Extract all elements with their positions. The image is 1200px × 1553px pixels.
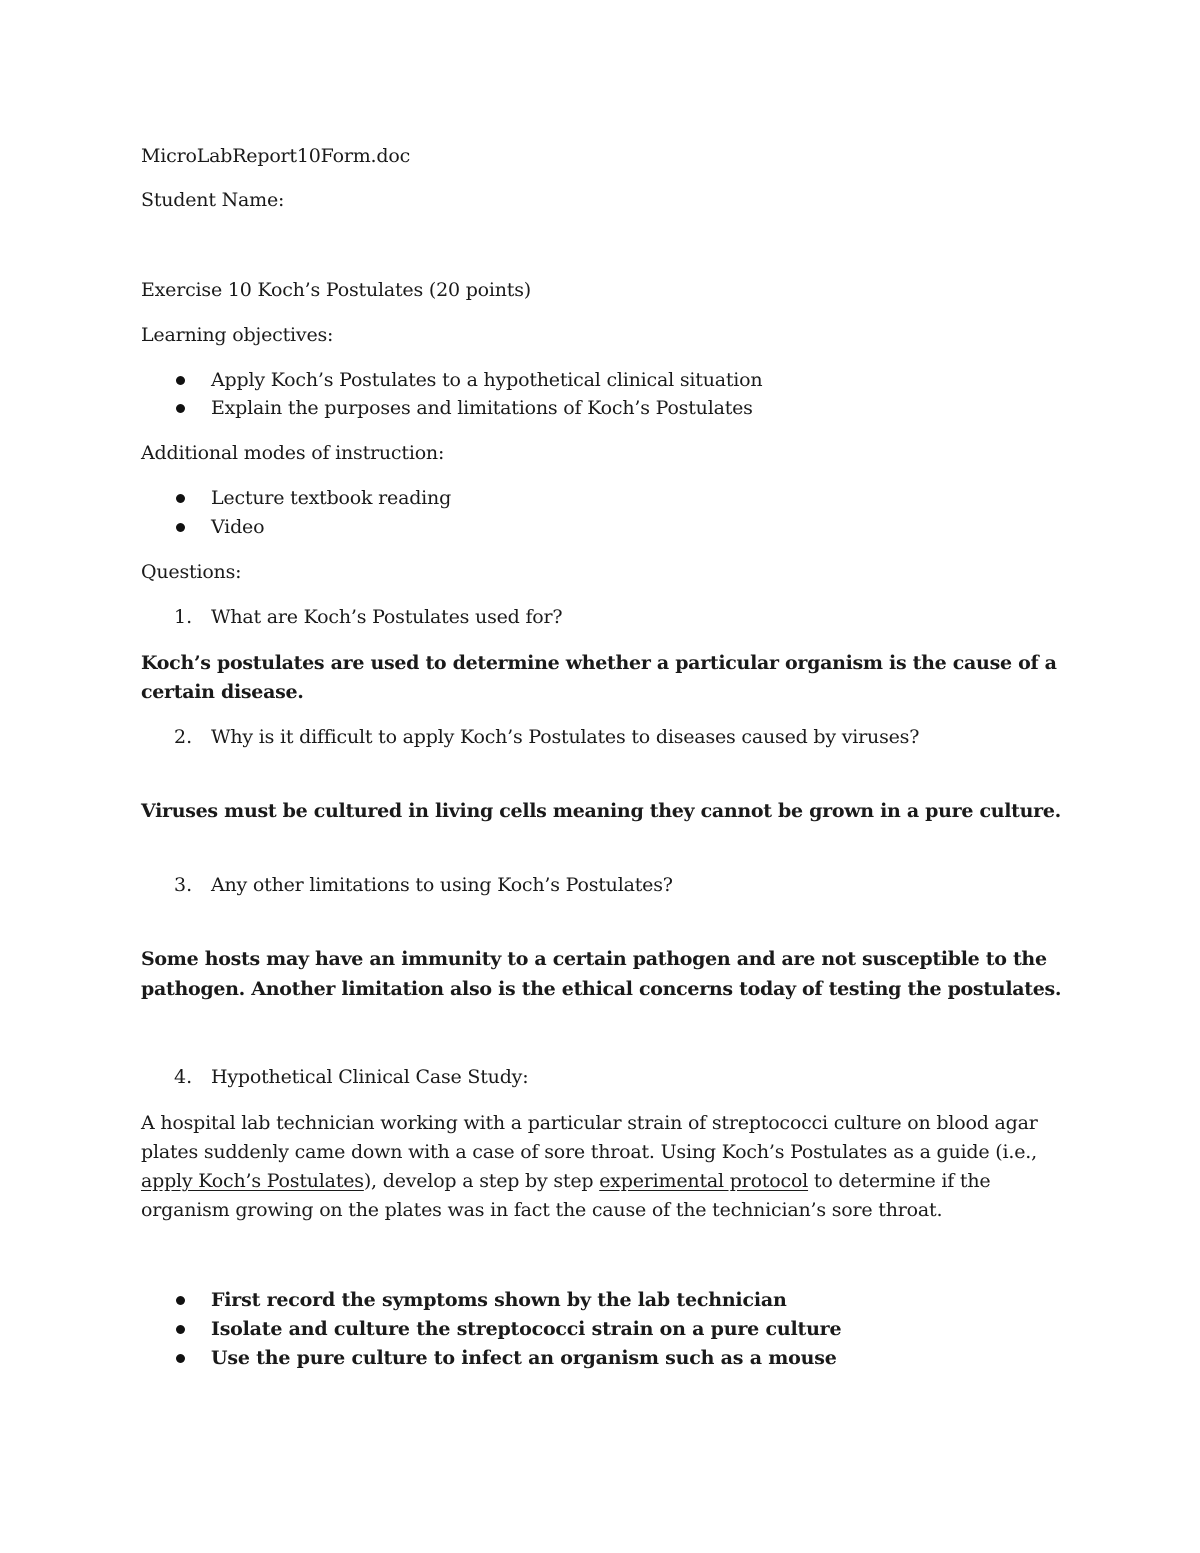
underlined-phrase: apply Koch’s Postulates	[141, 1170, 364, 1192]
protocol-step: Isolate and culture the streptococci strain on a pure culture	[211, 1318, 842, 1340]
question-text: What are Koch’s Postulates used for?	[211, 606, 563, 628]
answer-text: Viruses must be cultured in living cells meaning they cannot be grown in a pure culture.	[141, 800, 1061, 822]
question-text: Any other limitations to using Koch’s Postulates?	[211, 874, 673, 896]
bullet-icon	[176, 404, 185, 413]
bullet-icon	[176, 376, 185, 385]
bullet-icon	[176, 1325, 185, 1334]
learning-objectives-heading: Learning objectives:	[141, 324, 334, 346]
question-number: 4.	[174, 1066, 193, 1088]
case-study-text: plates suddenly came down with a case of sore throat. Using Koch’s Postulates as a guide (i.e.,	[141, 1141, 1037, 1163]
question-text: Hypothetical Clinical Case Study:	[211, 1066, 529, 1088]
bullet-icon	[176, 523, 185, 532]
bullet-icon	[176, 1296, 185, 1305]
answer-text: certain disease.	[141, 681, 304, 703]
student-name-label: Student Name:	[141, 189, 285, 211]
learning-objective-item: Apply Koch’s Postulates to a hypothetical clinical situation	[211, 369, 763, 391]
case-study-fragment: to determine if the	[808, 1170, 991, 1192]
document-filename: MicroLabReport10Form.doc	[141, 145, 411, 167]
learning-objective-item: Explain the purposes and limitations of Koch’s Postulates	[211, 397, 753, 419]
exercise-title: Exercise 10 Koch’s Postulates (20 points)	[141, 279, 532, 301]
bullet-icon	[176, 1354, 185, 1363]
answer-text: Some hosts may have an immunity to a certain pathogen and are not susceptible to the	[141, 948, 1047, 970]
case-study-text: A hospital lab technician working with a particular strain of streptococci culture on blood agar	[141, 1112, 1038, 1134]
bullet-icon	[176, 494, 185, 503]
question-number: 1.	[174, 606, 193, 628]
question-text: Why is it difficult to apply Koch’s Postulates to diseases caused by viruses?	[211, 726, 920, 748]
protocol-step: First record the symptoms shown by the lab technician	[211, 1289, 787, 1311]
answer-text: pathogen. Another limitation also is the ethical concerns today of testing the postulates.	[141, 978, 1062, 1000]
case-study-fragment: ), develop a step by step	[363, 1170, 600, 1192]
protocol-step: Use the pure culture to infect an organism such as a mouse	[211, 1347, 837, 1369]
case-study-text	[141, 1167, 990, 1196]
question-number: 3.	[174, 874, 193, 896]
additional-modes-heading: Additional modes of instruction:	[141, 442, 445, 464]
case-study-text: organism growing on the plates was in fact the cause of the technician’s sore throat.	[141, 1199, 943, 1221]
questions-heading: Questions:	[141, 561, 242, 583]
instruction-mode-item: Video	[211, 516, 265, 538]
answer-text: Koch’s postulates are used to determine whether a particular organism is the cause of a	[141, 652, 1057, 674]
underlined-phrase: experimental protocol	[599, 1170, 809, 1192]
question-number: 2.	[174, 726, 193, 748]
instruction-mode-item: Lecture textbook reading	[211, 487, 452, 509]
